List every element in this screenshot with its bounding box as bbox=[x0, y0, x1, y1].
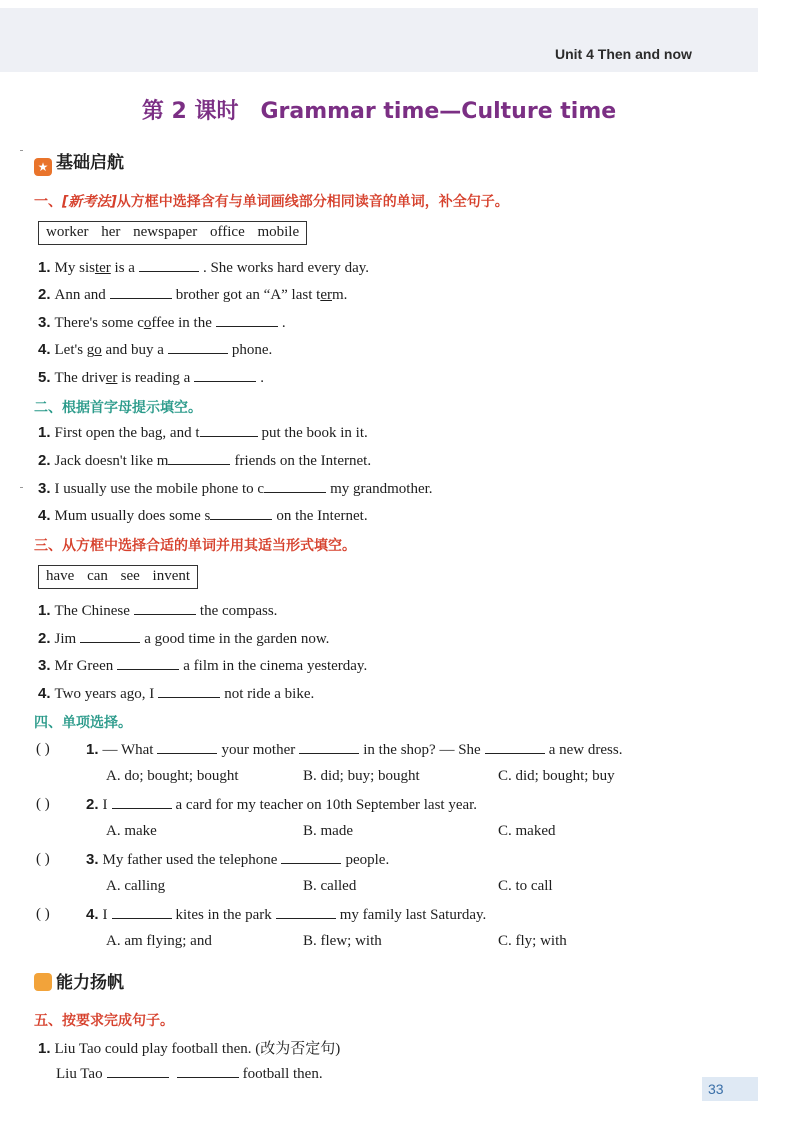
margin-tick bbox=[20, 487, 23, 488]
answer-blank[interactable] bbox=[134, 613, 196, 615]
sail-icon bbox=[34, 973, 52, 991]
page-title bbox=[0, 94, 758, 125]
part5-instruction: 五、按要求完成句子。 bbox=[34, 1013, 174, 1029]
list-item: 1. The Chinese the compass. bbox=[38, 602, 278, 619]
option-c[interactable]: C. to call bbox=[498, 878, 553, 894]
answer-blank[interactable] bbox=[112, 807, 172, 809]
answer-blank[interactable] bbox=[177, 1076, 239, 1078]
list-item: 4. Mum usually does some s on the Internet. bbox=[38, 507, 368, 524]
answer-blank[interactable] bbox=[299, 752, 359, 754]
list-item: 3. There's some coffee in the . bbox=[38, 314, 286, 331]
section-heading-basic bbox=[34, 148, 124, 176]
option-b[interactable]: B. did; buy; bought bbox=[303, 768, 420, 784]
answer-blank[interactable] bbox=[112, 917, 172, 919]
answer-blank[interactable] bbox=[276, 917, 336, 919]
answer-blank[interactable] bbox=[117, 668, 179, 670]
list-item: 3. I usually use the mobile phone to c my grandmother. bbox=[38, 480, 433, 497]
answer-blank[interactable] bbox=[485, 752, 545, 754]
part2-instruction: 二、根据首字母提示填空。 bbox=[34, 400, 202, 416]
new-exam-tag: [新考法] bbox=[62, 194, 117, 210]
answer-paren[interactable]: ( ) bbox=[36, 741, 50, 757]
list-item: 2. Jim a good time in the garden now. bbox=[38, 630, 330, 647]
answer-blank[interactable] bbox=[139, 270, 199, 272]
section-title: 能力扬帆 bbox=[56, 973, 124, 993]
section-title: 基础启航 bbox=[56, 153, 124, 173]
answer-blank[interactable] bbox=[210, 518, 272, 520]
list-item: 2. Jack doesn't like m friends on the Internet. bbox=[38, 452, 372, 469]
answer-line: Liu Tao football then. bbox=[56, 1066, 323, 1082]
list-item: 4. Let's go and buy a phone. bbox=[38, 341, 273, 358]
answer-blank[interactable] bbox=[281, 862, 341, 864]
mc-question: 4. I kites in the park my family last Saturday. bbox=[86, 906, 487, 923]
lesson-title: Grammar time—Culture time bbox=[260, 99, 617, 124]
answer-blank[interactable] bbox=[216, 325, 278, 327]
word-box-3: have can see invent bbox=[38, 565, 198, 589]
list-item: 1. My sister is a . She works hard every day. bbox=[38, 259, 370, 276]
list-item: 1. First open the bag, and t put the book in it. bbox=[38, 424, 368, 441]
answer-paren[interactable]: ( ) bbox=[36, 796, 50, 812]
list-item: 1. Liu Tao could play football then. (改为否定句) bbox=[38, 1040, 341, 1057]
mc-question: 3. My father used the telephone people. bbox=[86, 851, 390, 868]
part3-instruction: 三、从方框中选择合适的单词并用其适当形式填空。 bbox=[34, 538, 356, 554]
word-box-1: worker her newspaper office mobile bbox=[38, 221, 307, 245]
list-item: 4. Two years ago, I not ride a bike. bbox=[38, 685, 315, 702]
list-item: 5. The driver is reading a . bbox=[38, 369, 265, 386]
answer-blank[interactable] bbox=[158, 696, 220, 698]
list-item: 2. Ann and brother got an “A” last term. bbox=[38, 286, 348, 303]
answer-blank[interactable] bbox=[107, 1076, 169, 1078]
section-heading-ability bbox=[34, 968, 124, 993]
part1-instruction: 一、[新考法]从方框中选择含有与单词画线部分相同读音的单词，补全句子。 bbox=[34, 194, 509, 210]
answer-paren[interactable]: ( ) bbox=[36, 906, 50, 922]
option-a[interactable]: A. calling bbox=[106, 878, 166, 894]
answer-blank[interactable] bbox=[200, 435, 258, 437]
answer-blank[interactable] bbox=[80, 641, 140, 643]
answer-blank[interactable] bbox=[264, 491, 326, 493]
option-b[interactable]: B. flew; with bbox=[303, 933, 382, 949]
answer-blank[interactable] bbox=[168, 463, 230, 465]
answer-blank[interactable] bbox=[168, 352, 228, 354]
mc-question: 1. — What your mother in the shop? — She a new dress. bbox=[86, 741, 623, 758]
mc-question: 2. I a card for my teacher on 10th September last year. bbox=[86, 796, 478, 813]
option-b[interactable]: B. made bbox=[303, 823, 353, 839]
option-c[interactable]: C. maked bbox=[498, 823, 556, 839]
margin-tick bbox=[20, 150, 23, 151]
option-a[interactable]: A. do; bought; bought bbox=[106, 768, 239, 784]
answer-blank[interactable] bbox=[110, 297, 172, 299]
option-a[interactable]: A. make bbox=[106, 823, 157, 839]
foundation-icon: ★ bbox=[34, 158, 52, 176]
page-number: 33 bbox=[702, 1077, 758, 1101]
part4-instruction: 四、单项选择。 bbox=[34, 715, 132, 731]
answer-blank[interactable] bbox=[194, 380, 256, 382]
option-c[interactable]: C. fly; with bbox=[498, 933, 567, 949]
option-c[interactable]: C. did; bought; buy bbox=[498, 768, 615, 784]
header-band bbox=[0, 8, 758, 72]
option-a[interactable]: A. am flying; and bbox=[106, 933, 212, 949]
unit-label: Unit 4 Then and now bbox=[555, 46, 692, 62]
lesson-label: 第 2 课时 bbox=[141, 99, 239, 124]
list-item: 3. Mr Green a film in the cinema yesterday. bbox=[38, 657, 368, 674]
answer-paren[interactable]: ( ) bbox=[36, 851, 50, 867]
option-b[interactable]: B. called bbox=[303, 878, 357, 894]
answer-blank[interactable] bbox=[157, 752, 217, 754]
